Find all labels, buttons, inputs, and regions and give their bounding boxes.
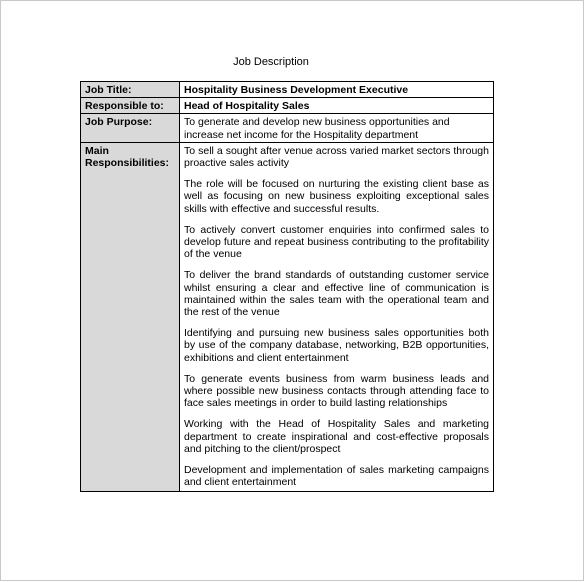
job-title-label: Job Title: — [81, 82, 180, 98]
main-responsibilities-row — [81, 142, 494, 491]
responsibility-item: To deliver the brand standards of outstanding customer service whilst ensuring a clear and effective line of communication is maintained within the sales team with the operational team and the rest of the venue — [184, 269, 489, 319]
job-title-row — [81, 82, 494, 98]
job-purpose-label: Job Purpose: — [81, 114, 180, 142]
responsible-to-row — [81, 98, 494, 114]
main-responsibilities-label: Main Responsibilities: — [81, 142, 180, 491]
document-heading: Job Description — [233, 56, 309, 68]
responsibility-item: The role will be focused on nurturing the existing client base as well as focusing on new business exploiting exceptional sales skills with effective and successful results. — [184, 178, 489, 215]
responsible-to-value: Head of Hospitality Sales — [180, 98, 494, 114]
responsibility-item: Working with the Head of Hospitality Sales and marketing department to create inspirational and cost-effective proposals and pitching to the client/prospect — [184, 418, 489, 455]
responsible-to-label: Responsible to: — [81, 98, 180, 114]
job-purpose-row — [81, 114, 494, 142]
job-title-value: Hospitality Business Development Executive — [180, 82, 494, 98]
job-description-table — [80, 81, 494, 492]
responsibility-item: To sell a sought after venue across varied market sectors through proactive sales activity — [184, 144, 489, 170]
responsibility-item: To generate events business from warm business leads and where possible new business contacts through attending face to face sales meetings in order to build lasting relationships — [184, 372, 489, 410]
responsibility-item: Identifying and pursuing new business sales opportunities both by use of the company database, networking, B2B opportunities, exhibitions and client entertainment — [184, 327, 489, 364]
job-purpose-value: To generate and develop new business opportunities and increase net income for the Hospitality department — [180, 114, 494, 142]
responsibility-item: To actively convert customer enquiries into confirmed sales to develop future and repeat business contributing to the profitability of the venue — [184, 223, 489, 261]
main-responsibilities-list — [180, 142, 494, 491]
responsibility-item: Development and implementation of sales marketing campaigns and client entertainment — [184, 464, 489, 489]
